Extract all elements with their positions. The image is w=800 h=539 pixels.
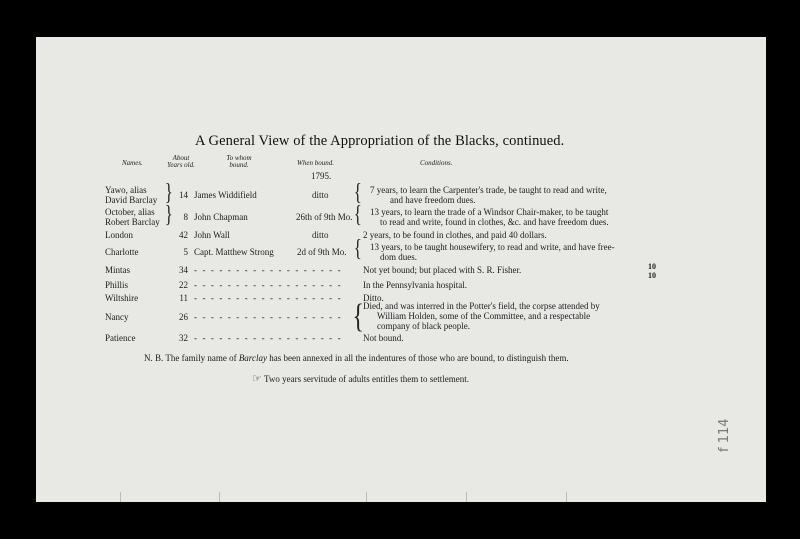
row-name: Charlotte bbox=[105, 247, 139, 257]
row-age: 22 bbox=[179, 280, 188, 290]
row-name: Phillis bbox=[105, 280, 129, 290]
page-edge-mark bbox=[366, 492, 367, 502]
dash-leader: - - - - - - - - - - - - - - - - - - bbox=[194, 265, 343, 275]
header-names: Names. bbox=[122, 159, 143, 167]
row-conditions: In the Pennsylvania hospital. bbox=[363, 280, 467, 290]
pointing-hand-icon: ☞ bbox=[252, 373, 262, 385]
row-name: Patience bbox=[105, 333, 136, 343]
row-when: ditto bbox=[312, 190, 329, 200]
pencil-folio-note: f 114 bbox=[717, 418, 732, 452]
header-conditions: Conditions. bbox=[420, 159, 453, 167]
row-name: London bbox=[105, 230, 133, 240]
year-label: 1795. bbox=[311, 171, 332, 181]
row-bound: James Widdifield bbox=[194, 190, 257, 200]
row-when: 2d of 9th Mo. bbox=[297, 247, 347, 257]
row-conditions: Not yet bound; but placed with S. R. Fisher. bbox=[363, 265, 522, 275]
header-when: When bound. bbox=[297, 159, 334, 167]
row-age: 5 bbox=[183, 247, 188, 257]
row-age: 32 bbox=[179, 333, 188, 343]
page-edge-mark bbox=[120, 492, 121, 502]
brace-icon: } bbox=[164, 202, 173, 228]
header-age: About Years old. bbox=[167, 154, 195, 169]
nb-note: N. B. The family name of Barclay has been annexed in all the indentures of those who are bound, to distinguish them. bbox=[144, 353, 569, 363]
brace-icon: } bbox=[164, 180, 173, 206]
row-bound: John Wall bbox=[194, 230, 230, 240]
page-title: A General View of the Appropriation of the Blacks, continued. bbox=[195, 133, 565, 149]
footnote: ☞ Two years servitude of adults entitles them to settlement. bbox=[252, 373, 470, 385]
row-age: 8 bbox=[183, 212, 188, 222]
row-conditions: Died, and was interred in the Potter's field, the corpse attended by William Holden, some of the Committee, and a respectable company of black people. bbox=[363, 301, 600, 331]
header-bound: To whom bound. bbox=[226, 154, 252, 169]
brace-icon: { bbox=[353, 180, 362, 206]
row-conditions: Not bound. bbox=[363, 333, 404, 343]
dash-leader: - - - - - - - - - - - - - - - - - - bbox=[194, 280, 343, 290]
brace-icon: { bbox=[353, 236, 362, 262]
brace-icon: { bbox=[352, 298, 364, 335]
row-when: 26th of 9th Mo. bbox=[296, 212, 353, 222]
dash-leader: - - - - - - - - - - - - - - - - - - bbox=[194, 333, 343, 343]
margin-mark: 10 10 bbox=[648, 262, 656, 280]
row-conditions: 13 years, to learn the trade of a Windsor Chair-maker, to be taught to read and write, found in clothes, &c. and have freedom dues. bbox=[370, 207, 609, 227]
dash-leader: - - - - - - - - - - - - - - - - - - bbox=[194, 312, 343, 322]
row-age: 42 bbox=[179, 230, 188, 240]
row-age: 34 bbox=[179, 265, 188, 275]
page-edge-mark bbox=[466, 492, 467, 502]
row-bound: John Chapman bbox=[194, 212, 248, 222]
row-age: 11 bbox=[179, 293, 188, 303]
page-edge-mark bbox=[566, 492, 567, 502]
row-name: Wiltshire bbox=[105, 293, 139, 303]
row-name: Yawo, alias David Barclay bbox=[105, 185, 158, 205]
brace-icon: { bbox=[353, 202, 362, 228]
row-name: October, alias Robert Barclay bbox=[105, 207, 160, 227]
row-conditions: 2 years, to be found in clothes, and paid 40 dollars. bbox=[363, 230, 547, 240]
page-edge-mark bbox=[219, 492, 220, 502]
row-age: 26 bbox=[179, 312, 188, 322]
row-bound: Capt. Matthew Strong bbox=[194, 247, 274, 257]
row-conditions: 13 years, to be taught housewifery, to read and write, and have free- dom dues. bbox=[370, 242, 615, 262]
row-name: Nancy bbox=[105, 312, 129, 322]
row-conditions: Ditto. bbox=[363, 293, 384, 303]
row-conditions: 7 years, to learn the Carpenter's trade, be taught to read and write, and have freedom dues. bbox=[370, 185, 607, 205]
row-name: Mintas bbox=[105, 265, 131, 275]
row-age: 14 bbox=[179, 190, 188, 200]
dash-leader: - - - - - - - - - - - - - - - - - - bbox=[194, 293, 343, 303]
row-when: ditto bbox=[312, 230, 329, 240]
